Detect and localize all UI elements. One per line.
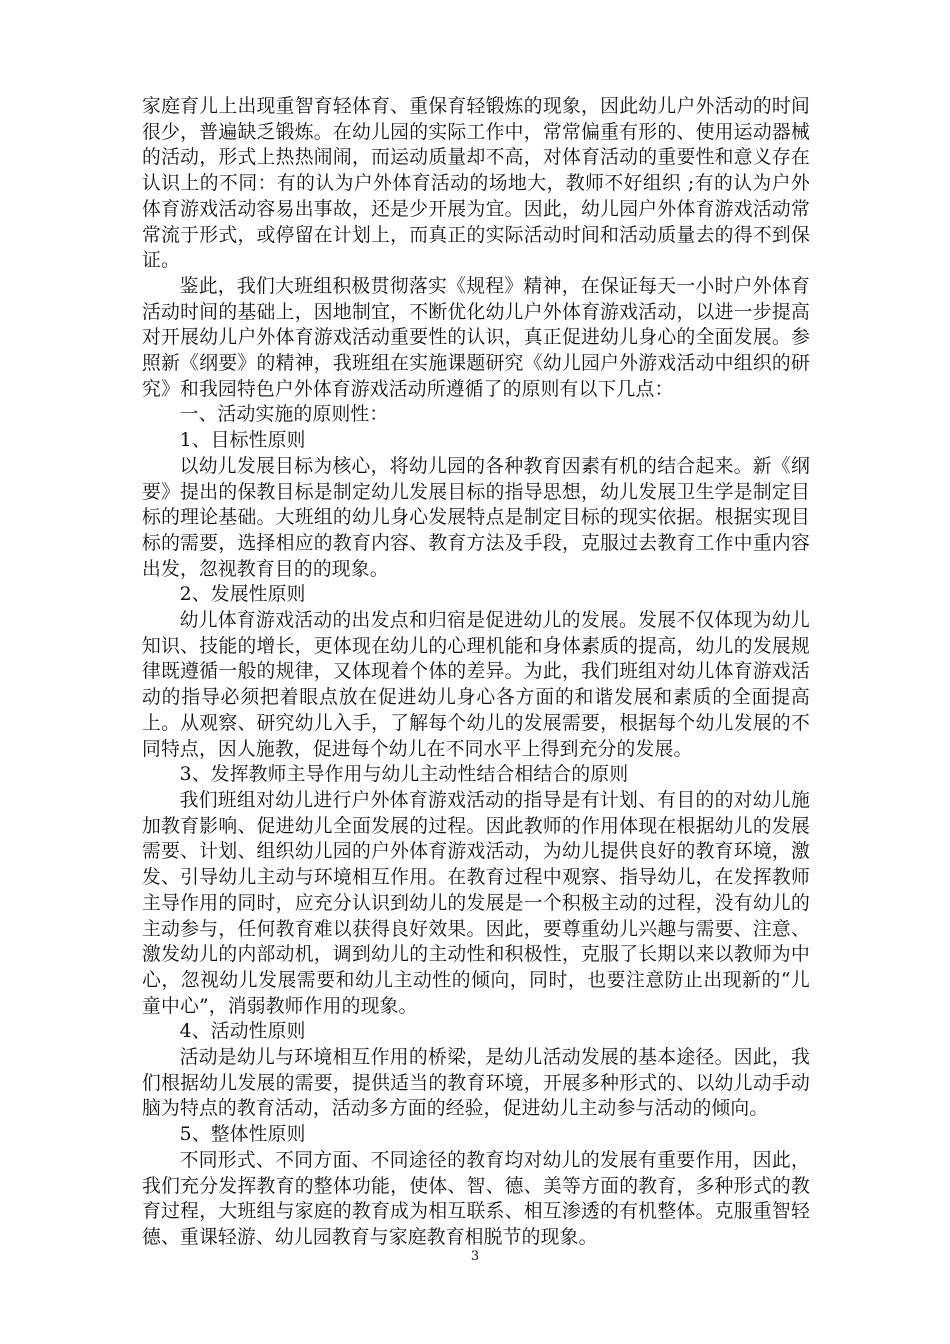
subsection-heading: 1、目标性原则: [179, 430, 306, 452]
section-heading: 一、活动实施的原则性：: [179, 404, 389, 426]
subsection-heading: 2、发展性原则: [179, 584, 306, 606]
subsection-heading: 4、活动性原则: [179, 1021, 306, 1043]
page-number: 3: [470, 1249, 480, 1264]
paragraph: 幼儿体育游戏活动的出发点和归宿是促进幼儿的发展。发展不仅体现为幼儿知识、技能的增长，更体现在幼儿的心理机能和身体素质的提高，幼儿的发展规律既遵循一般的规律，又体现着个体的差异。为此，我们班组对幼儿体育游戏活动的指导必须把着眼点放在促进幼儿身心各方面的和谐发展和素质的全面提高上。从观察、研究幼儿入手，了解每个幼儿的发展需要，根据每个幼儿发展的不同特点，因人施教，促进每个幼儿在不同水平上得到充分的发展。: [142, 610, 810, 760]
paragraph: 活动是幼儿与环境相互作用的桥梁，是幼儿活动发展的基本途径。因此，我们根据幼儿发展的需要，提供适当的教育环境，开展多种形式的、以幼儿动手动脑为特点的教育活动，活动多方面的经验，促进幼儿主动参与活动的倾向。: [142, 1047, 810, 1120]
document-body: [142, 94, 810, 1251]
subsection-heading: 5、整体性原则: [179, 1124, 306, 1146]
paragraph: 以幼儿发展目标为核心，将幼儿园的各种教育因素有机的结合起来。新《纲要》提出的保教目标是制定幼儿发展目标的指导思想，幼儿发展卫生学是制定目标的理论基础。大班组的幼儿身心发展特点是制定目标的现实依据。根据实现目标的需要，选择相应的教育内容、教育方法及手段，克服过去教育工作中重内容出发，忽视教育目的的现象。: [142, 455, 810, 580]
paragraph: 我们班组对幼儿进行户外体育游戏活动的指导是有计划、有目的的对幼儿施加教育影响、促进幼儿全面发展的过程。因此教师的作用体现在根据幼儿的发展需要、计划、组织幼儿园的户外体育游戏活动，为幼儿提供良好的教育环境，激发、引导幼儿主动与环境相互作用。在教育过程中观察、指导幼儿，在发挥教师主导作用的同时，应充分认识到幼儿的发展是一个积极主动的过程，没有幼儿的主动参与，任何教育难以获得良好效果。因此，要尊重幼儿兴趣与需要、注意、激发幼儿的内部动机，调到幼儿的主动性和积极性，克服了长期以来以教师为中心，忽视幼儿发展需要和幼儿主动性的倾向，同时，也要注意防止出现新的“儿童中心”，消弱教师作用的现象。: [142, 789, 810, 1017]
paragraph: 家庭育儿上出现重智育轻体育、重保育轻锻炼的现象，因此幼儿户外活动的时间很少，普遍缺乏锻炼。在幼儿园的实际工作中，常常偏重有形的、使用运动器械的活动，形式上热热闹闹，而运动质量却不高，对体育活动的重要性和意义存在认识上的不同：有的认为户外体育活动的场地大，教师不好组织 ;有的认为户外体育游戏活动容易出事故，还是少开展为宜。因此，幼儿园户外体育游戏活动常常流于形式，或停留在计划上，而真正的实际活动时间和活动质量去的得不到保证。: [142, 96, 810, 272]
paragraph: 不同形式、不同方面、不同途径的教育均对幼儿的发展有重要作用，因此，我们充分发挥教育的整体功能，使体、智、德、美等方面的教育，多种形式的教育过程，大班组与家庭的教育成为相互联系、相互渗透的有机整体。克服重智轻德、重课轻游、幼儿园教育与家庭教育相脱节的现象。: [142, 1149, 810, 1248]
paragraph: 鉴此，我们大班组积极贯彻落实《规程》精神，在保证每天一小时户外体育活动时间的基础上，因地制宜，不断优化幼儿户外体育游戏活动，以进一步提高对开展幼儿户外体育游戏活动重要性的认识，真正促进幼儿身心的全面发展。参照新《纲要》的精神，我班组在实施课题研究《幼儿园户外游戏活动中组织的研究》和我园特色户外体育游戏活动所遵循了的原则有以下几点：: [142, 275, 810, 400]
subsection-heading: 3、发挥教师主导作用与幼儿主动性结合相结合的原则: [179, 764, 629, 786]
